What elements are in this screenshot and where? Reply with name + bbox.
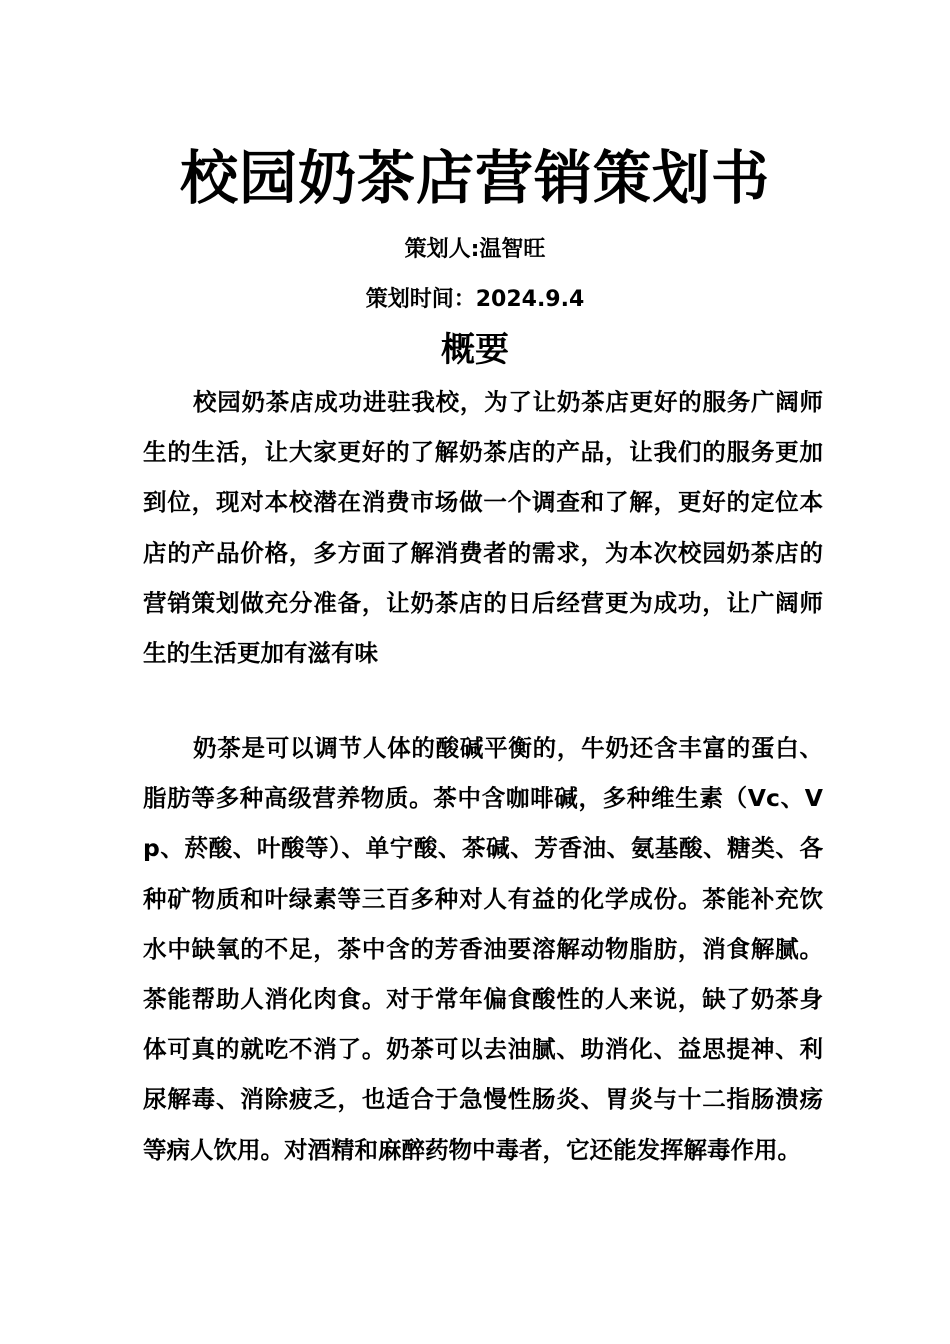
date-line: 策划时间：2024.9.4 (365, 287, 585, 312)
body-paragraph-intro: 校园奶茶店成功进驻我校，为了让奶茶店更好的服务广阔师生的生活，让大家更好的了解奶茶店的产品，让我们的服务更加到位，现对本校潜在消费市场做一个调查和了解，更好的定位本店的产品价格，多方面了解消费者的需求，为本次校园奶茶店的营销策划做充分准备，让奶茶店的日后经营更为成功，让广阔师生的生活更加有滋有味 (143, 388, 823, 668)
section-heading-summary: 概要 (441, 330, 509, 370)
document-title: 校园奶茶店营销策划书 (179, 144, 770, 212)
body-paragraph-benefits: 奶茶是可以调节人体的酸碱平衡的，牛奶还含丰富的蛋白、脂肪等多种高级营养物质。茶中含咖啡碱，多种维生素（Vc、Vp、菸酸、叶酸等）、单宁酸、茶碱、芳香油、氨基酸、糖类、各种矿物质和叶绿素等三百多种对人有益的化学成份。茶能补充饮水中缺氧的不足，茶中含的芳香油要溶解动物脂肪，消食解腻。茶能帮助人消化肉食。对于常年偏食酸性的人来说，缺了奶茶身体可真的就吃不消了。奶茶可以去油腻、助消化、益思提神、利尿解毒、消除疲乏，也适合于急慢性肠炎、胃炎与十二指肠溃疡等病人饮用。对酒精和麻醉药物中毒者，它还能发挥解毒作用。 (143, 734, 823, 1164)
planner-line: 策划人:温智旺 (404, 237, 546, 262)
